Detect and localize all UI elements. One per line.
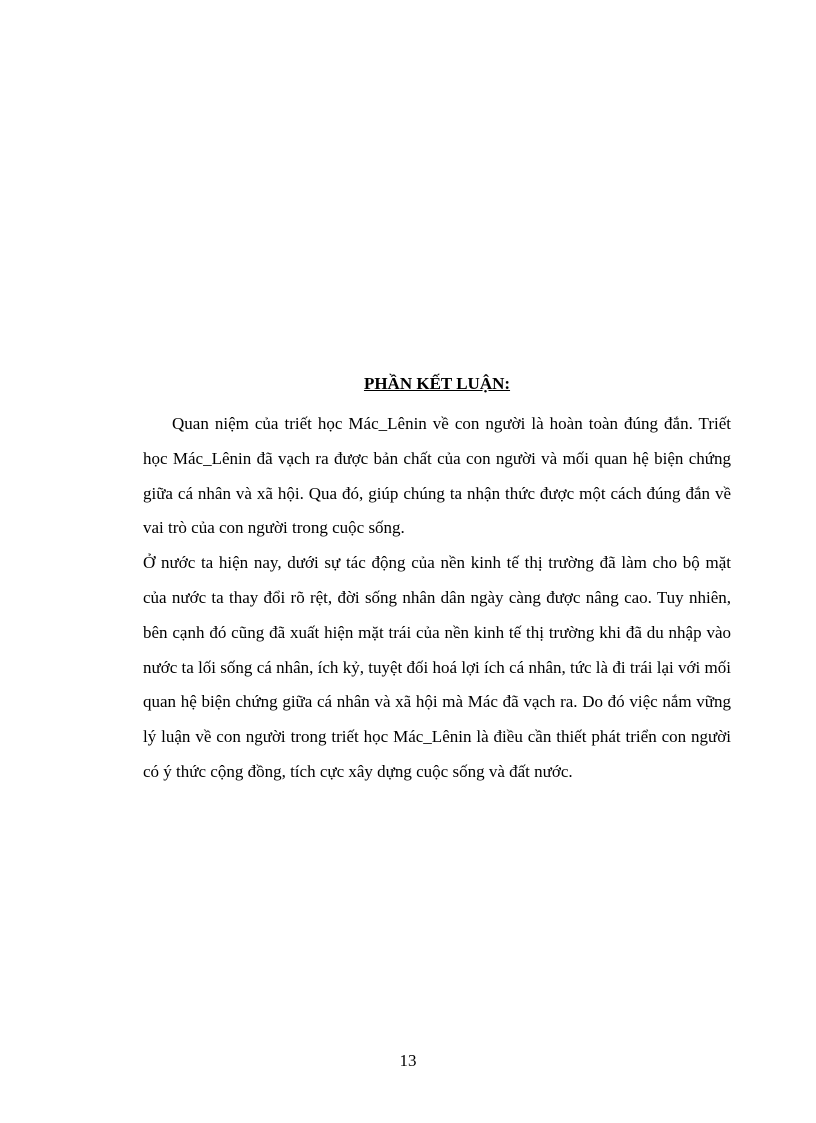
paragraph-1: Quan niệm của triết học Mác_Lênin về con người là hoàn toàn đúng đắn. Triết học Mác_Lênin đã vạch ra được bản chất của con người và mối quan hệ biện chứng giữa cá nhân và xã hội. Qua đó, giúp chúng ta nhận thức được một cách đúng đắn về vai trò của con người trong cuộc sống. <box>143 414 731 538</box>
section-heading: PHẦN KẾT LUẬN: <box>363 374 511 393</box>
conclusion-section <box>143 374 731 790</box>
page-number: 13 <box>399 1051 417 1070</box>
paragraph-2: Ở nước ta hiện nay, dưới sự tác động của nền kinh tế thị trường đã làm cho bộ mặt của nước ta thay đổi rõ rệt, đời sống nhân dân ngày càng được nâng cao. Tuy nhiên, bên cạnh đó cũng đã xuất hiện mặt trái của nền kinh tế thị trường khi đã du nhập vào nước ta lối sống cá nhân, ích kỷ, tuyệt đối hoá lợi ích cá nhân, tức là đi trái lại với mối quan hệ biện chứng giữa cá nhân và xã hội mà Mác đã vạch ra. Do đó việc nắm vững lý luận về con người trong triết học Mác_Lênin là điều cần thiết phát triển con người có ý thức cộng đồng, tích cực xây dựng cuộc sống và đất nước. <box>143 553 731 781</box>
